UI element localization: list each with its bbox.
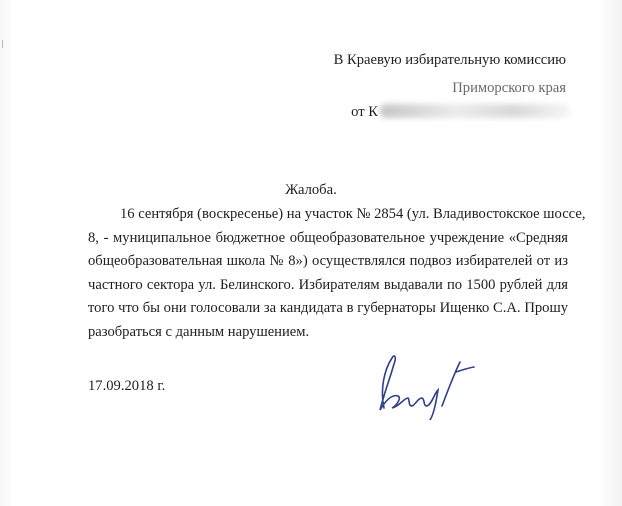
document-date: 17.09.2018 г. [88, 378, 166, 394]
body-line-2: 8, - муниципальное бюджетное общеобразовательное учреждение «Средняя [88, 229, 568, 246]
body-line-4: частного сектора ул. Белинского. Избирателям выдавали по 1500 рублей для [88, 276, 568, 293]
recipient-line: В Краевую избирательную комиссию [333, 52, 566, 68]
recipient-region: Приморского края [452, 80, 566, 96]
signature-image [370, 350, 490, 420]
sender-prefix: от К [351, 104, 378, 120]
body-line-3: общеобразовательная школа № 8») осуществлялся подвоз избирателей от из [88, 253, 568, 269]
redacted-name [380, 104, 570, 118]
body-line-1: 16 сентября (воскресенье) на участок № 2854 (ул. Владивостокское шоссе, [120, 206, 586, 222]
complaint-body [88, 203, 586, 344]
sender-line [351, 104, 570, 121]
body-line-5: того что бы они голосовали за кандидата в губернаторы Ищенко С.А. Прошу [88, 300, 568, 316]
document-title: Жалоба. [285, 182, 337, 198]
body-line-6: разобраться с данным нарушением. [88, 323, 310, 340]
margin-mark [2, 40, 9, 48]
